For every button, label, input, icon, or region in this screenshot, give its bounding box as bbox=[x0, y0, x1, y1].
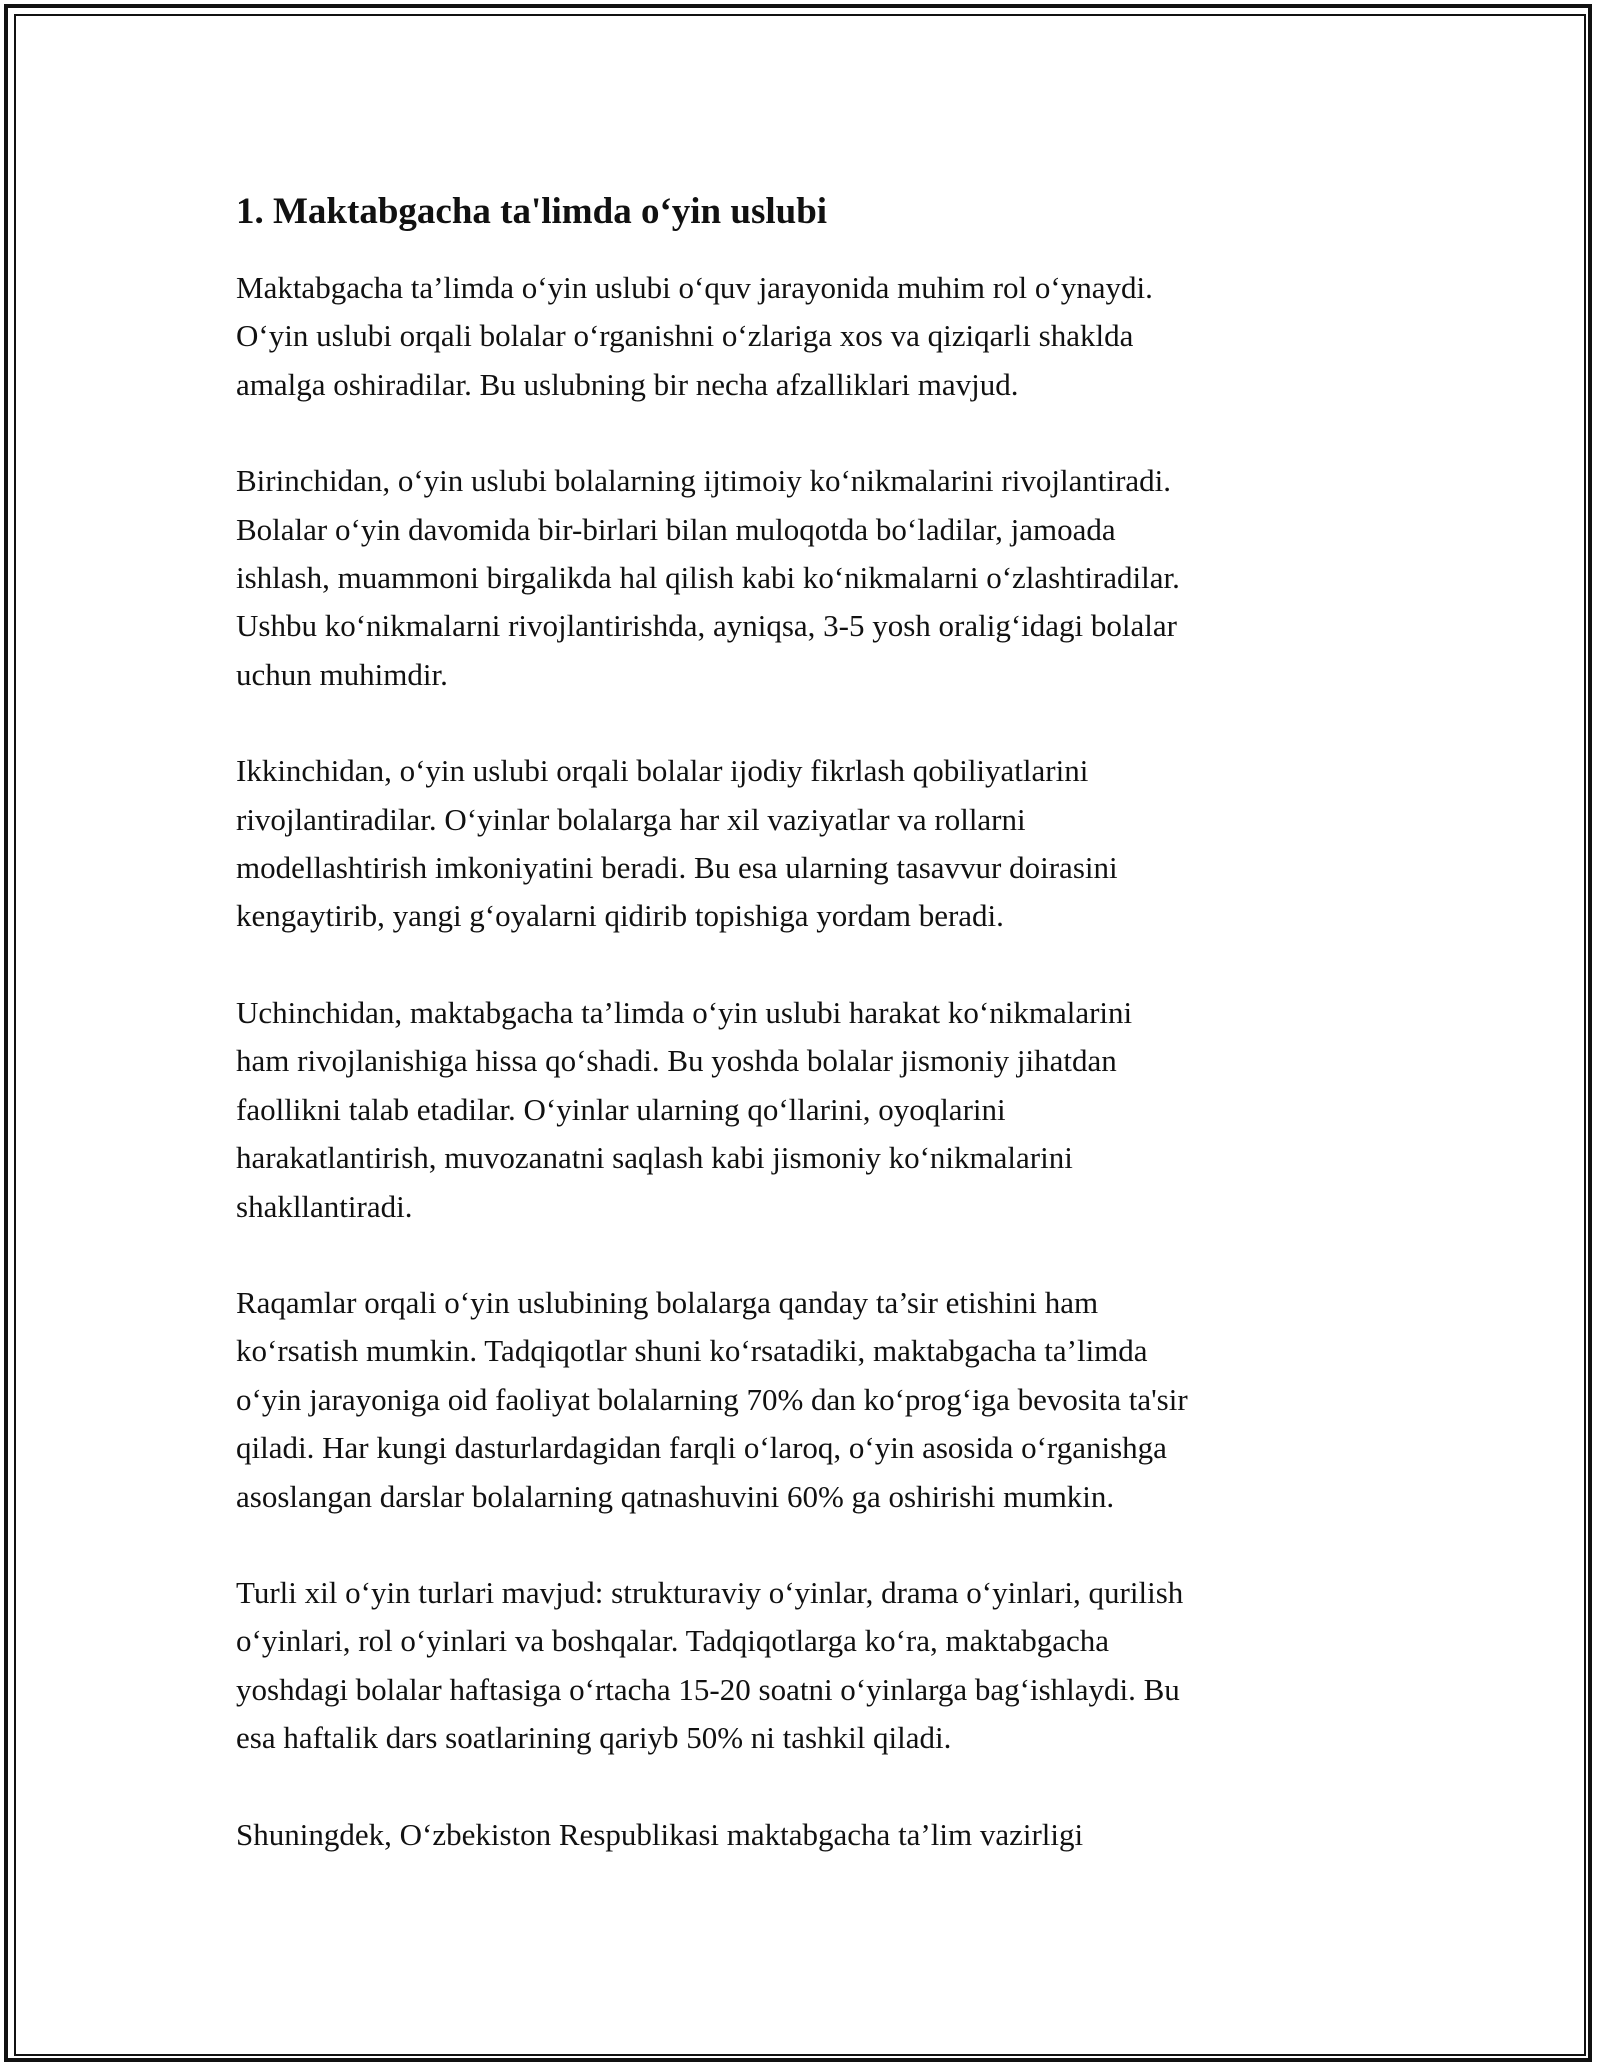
paragraph-second bbox=[236, 747, 1366, 941]
text-line: amalga oshiradilar. Bu uslubning bir necha afzalliklari mavjud. bbox=[236, 366, 1019, 402]
text-line: modellashtirish imkoniyatini beradi. Bu esa ularning tasavvur doirasini bbox=[236, 850, 1118, 886]
text-line: harakatlantirish, muvozanatni saqlash kabi jismoniy ko‘nikmalarini bbox=[236, 1140, 1073, 1176]
text-line: qiladi. Har kungi dasturlardagidan farqli o‘laroq, o‘yin asosida o‘rganishga bbox=[236, 1430, 1167, 1466]
paragraph-game-types bbox=[236, 1569, 1366, 1763]
text-line: faollikni talab etadilar. O‘yinlar ularning qo‘llarini, oyoqlarini bbox=[236, 1091, 1006, 1127]
text-line: ham rivojlanishiga hissa qo‘shadi. Bu yoshda bolalar jismoniy jihatdan bbox=[236, 1043, 1117, 1079]
text-line: O‘yin uslubi orqali bolalar o‘rganishni o‘zlariga xos va qiziqarli shaklda bbox=[236, 318, 1134, 354]
paragraph-ministry bbox=[236, 1811, 1366, 1859]
text-line: yoshdagi bolalar haftasiga o‘rtacha 15-20 soatni o‘yinlarga bag‘ishlaydi. Bu bbox=[236, 1671, 1180, 1707]
text-line: Ushbu ko‘nikmalarni rivojlantirishda, ayniqsa, 3-5 yosh oralig‘idagi bolalar bbox=[236, 608, 1177, 644]
text-line: Maktabgacha ta’limda o‘yin uslubi o‘quv jarayonida muhim rol o‘ynaydi. bbox=[236, 270, 1153, 305]
text-line: Uchinchidan, maktabgacha ta’limda o‘yin uslubi harakat ko‘nikmalarini bbox=[236, 994, 1133, 1030]
paragraph-third bbox=[236, 989, 1366, 1231]
text-line: esa haftalik dars soatlarining qariyb 50% ni tashkil qiladi. bbox=[236, 1720, 952, 1756]
section-heading: 1. Maktabgacha ta'limda o‘yin uslubi bbox=[236, 191, 828, 232]
text-line: o‘yin jarayoniga oid faoliyat bolalarning 70% dan ko‘prog‘iga bevosita ta'sir bbox=[236, 1381, 1188, 1417]
text-line: Raqamlar orqali o‘yin uslubining bolalarga qanday ta’sir etishini ham bbox=[236, 1284, 1099, 1320]
text-line: asoslangan darslar bolalarning qatnashuvini 60% ga oshirishi mumkin. bbox=[236, 1478, 1115, 1514]
text-line: kengaytirib, yangi g‘oyalarni qidirib topishiga yordam beradi. bbox=[236, 898, 1004, 934]
text-line: shakllantiradi. bbox=[236, 1188, 413, 1224]
text-line: o‘yinlari, rol o‘yinlari va boshqalar. Tadqiqotlarga ko‘ra, maktabgacha bbox=[236, 1623, 1110, 1659]
paragraph-statistics bbox=[236, 1279, 1366, 1521]
text-line: Turli xil o‘yin turlari mavjud: strukturaviy o‘yinlar, drama o‘yinlari, qurilish bbox=[236, 1574, 1184, 1610]
text-line: ko‘rsatish mumkin. Tadqiqotlar shuni ko‘rsatadiki, maktabgacha ta’limda bbox=[236, 1333, 1148, 1369]
document-body bbox=[236, 188, 1366, 1907]
paragraph-first bbox=[236, 457, 1366, 699]
text-line: Bolalar o‘yin davomida bir-birlari bilan muloqotda bo‘ladilar, jamoada bbox=[236, 511, 1116, 547]
paragraph-intro bbox=[236, 264, 1366, 409]
text-line: Ikkinchidan, o‘yin uslubi orqali bolalar ijodiy fikrlash qobiliyatlarini bbox=[236, 753, 1089, 789]
text-line: Shuningdek, O‘zbekiston Respublikasi maktabgacha ta’lim vazirligi bbox=[236, 1816, 1084, 1852]
text-line: uchun muhimdir. bbox=[236, 656, 448, 692]
text-line: Birinchidan, o‘yin uslubi bolalarning ijtimoiy ko‘nikmalarini rivojlantiradi. bbox=[236, 463, 1172, 499]
text-line: ishlash, muammoni birgalikda hal qilish kabi ko‘nikmalarni o‘zlashtiradilar. bbox=[236, 560, 1180, 596]
text-line: rivojlantiradilar. O‘yinlar bolalarga har xil vaziyatlar va rollarni bbox=[236, 801, 1026, 837]
